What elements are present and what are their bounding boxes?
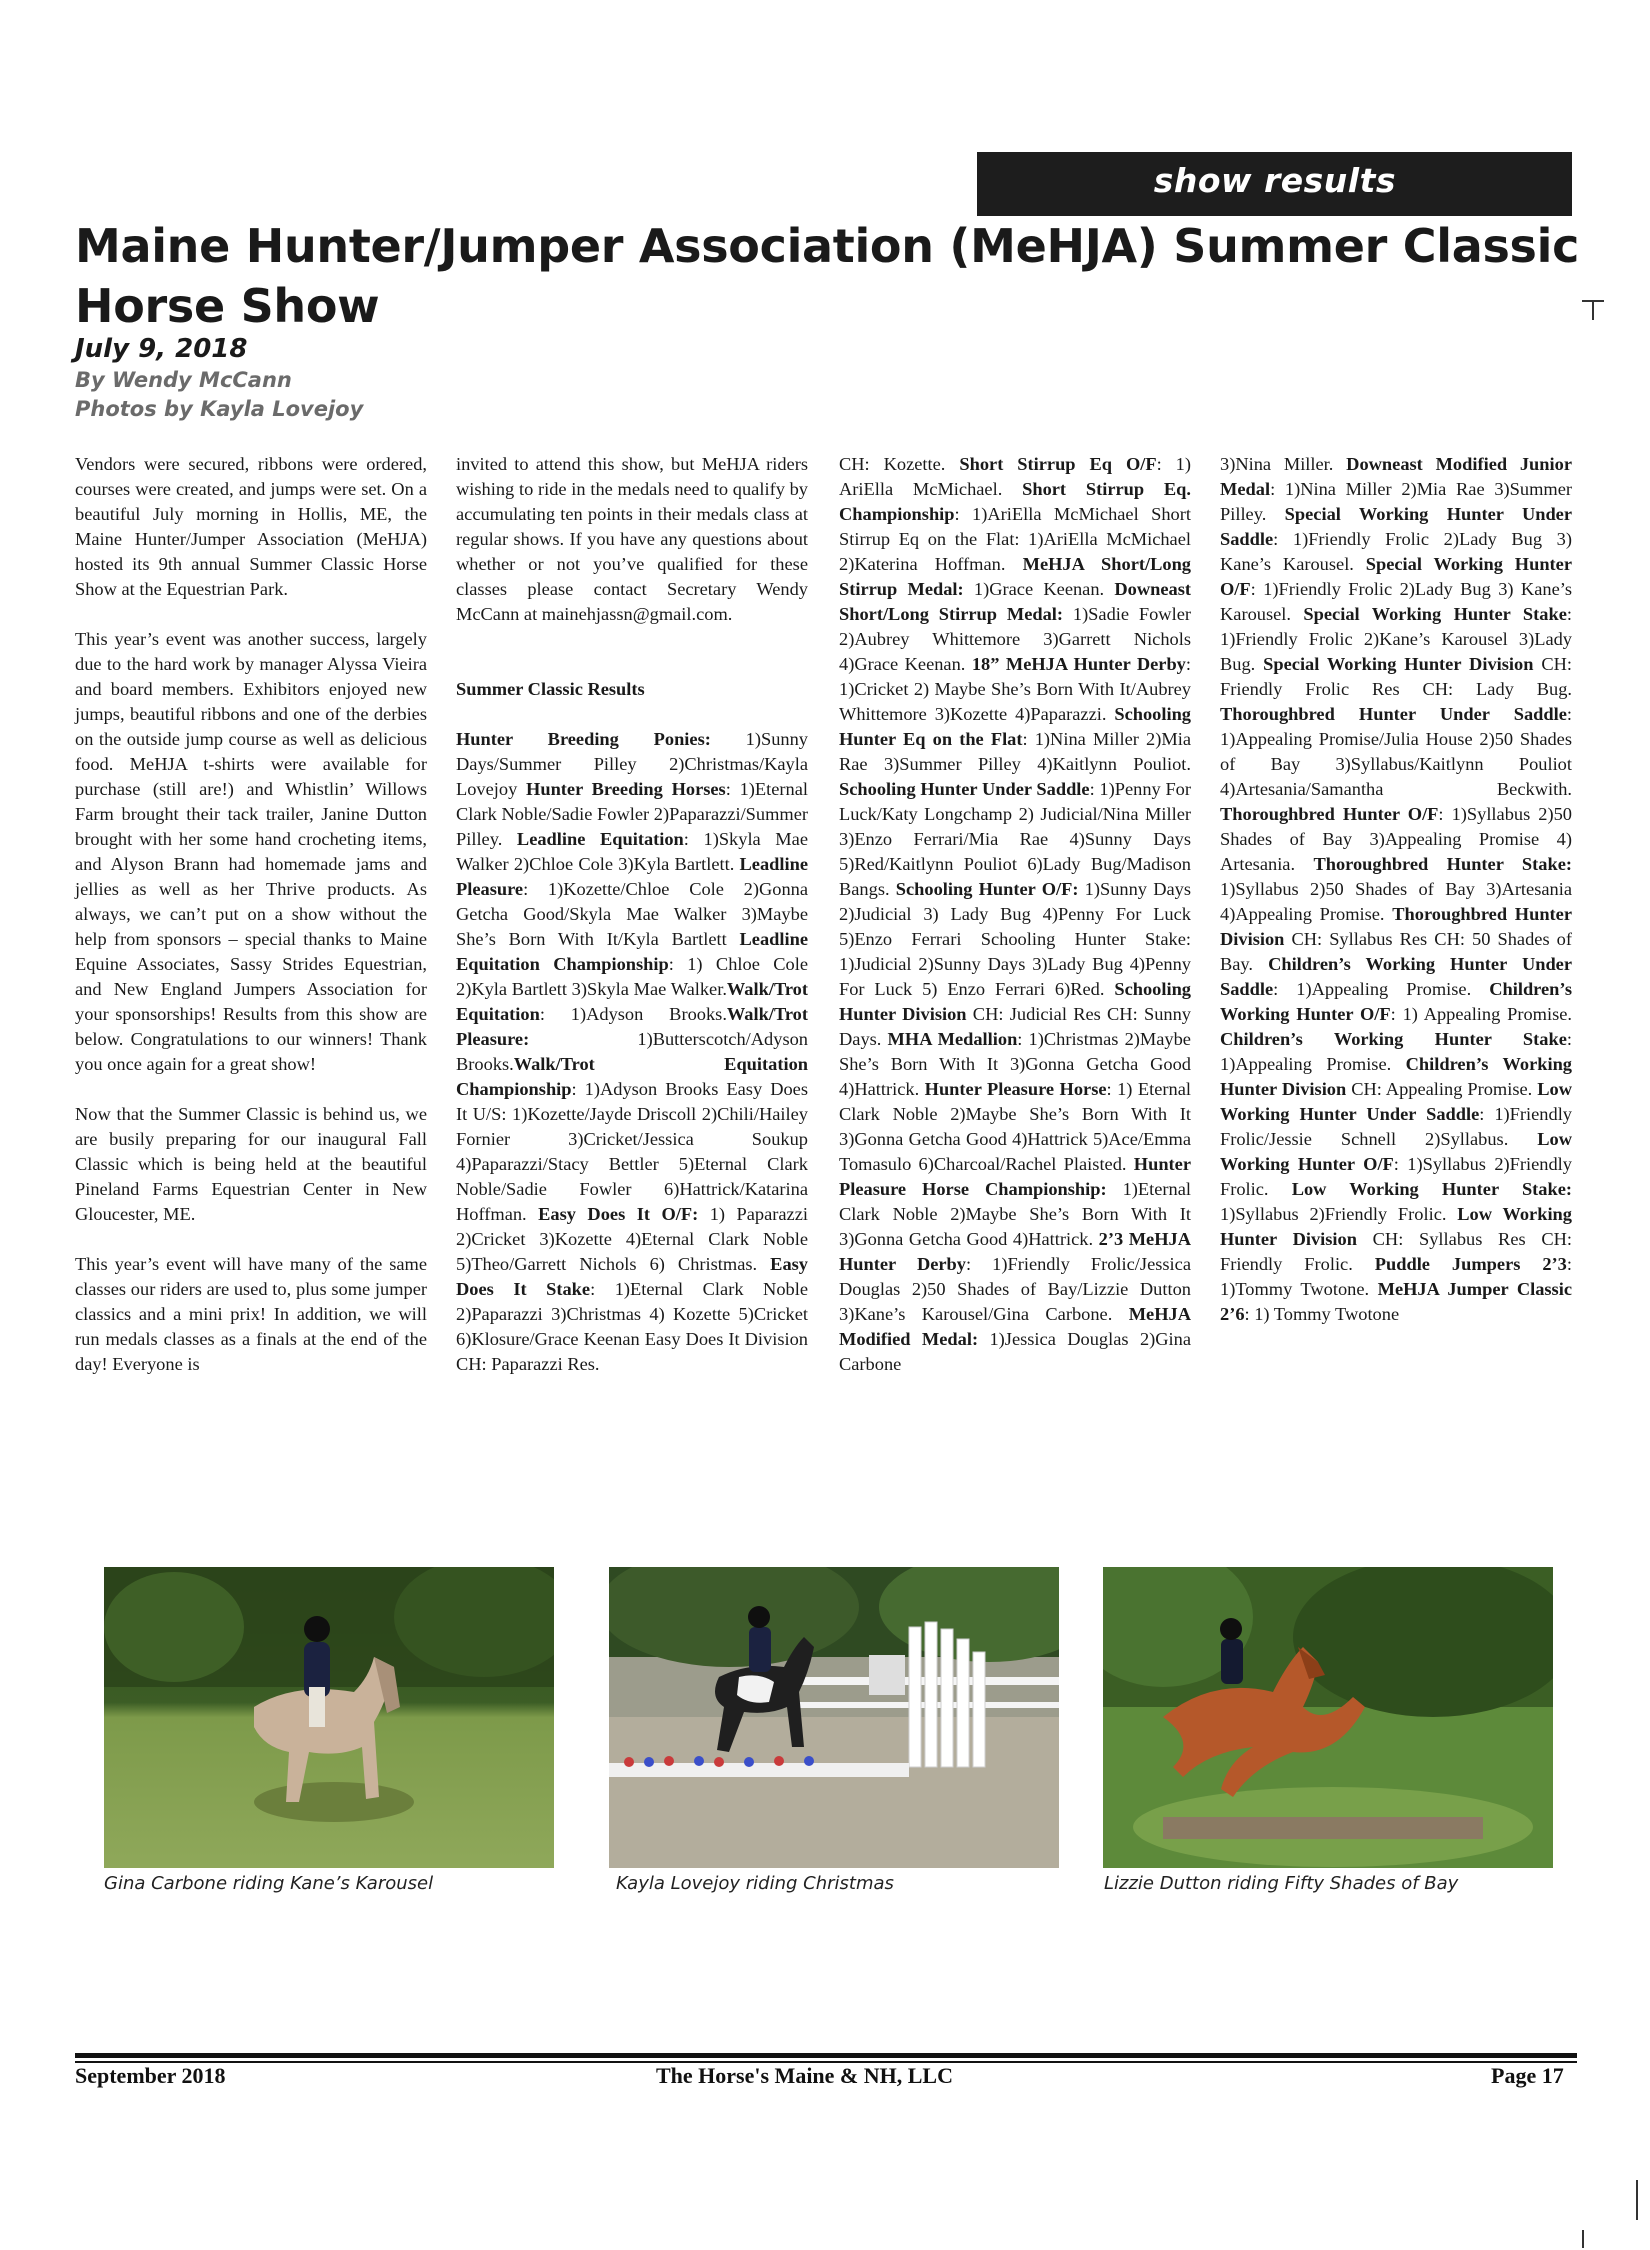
result-placings: : 1)Syllabus 2)Friendly Frolic. xyxy=(1220,1154,1572,1199)
photo-caption: Kayla Lovejoy riding Christmas xyxy=(616,1873,894,1894)
result-placings: : 1)Friendly Frolic 2)Kane’s Karousel 3)Lady Bug. xyxy=(1220,604,1572,674)
photo-horse-rider-roan xyxy=(104,1567,554,1868)
article-title: Maine Hunter/Jumper Association (MeHJA) Summer Classic Horse Show xyxy=(75,219,1580,333)
result-class-label: Hunter Breeding Ponies: xyxy=(456,729,711,749)
result-placings: 1)Eternal Clark Noble 2)Maybe She’s Born With It 3)Gonna Getcha Good 4)Hattrick. xyxy=(839,1179,1192,1249)
result-placings: : 1)Skyla Mae Walker 2)Chloe Cole 3)Kyla Bartlett. xyxy=(456,829,808,874)
result-class-label: MeHJA Modified Medal: xyxy=(839,1304,1191,1349)
result-placings: CH: Syllabus Res CH: 50 Shades of Bay. xyxy=(1220,929,1572,974)
result-placings: : 1)Nina Miller 2)Mia Rae 3)Summer Pilley. xyxy=(1220,479,1572,524)
result-class-label: Downeast Modified Junior Medal xyxy=(1220,454,1572,499)
paragraph: This year’s event was another success, largely due to the hard work by manager Alyssa Vieira and board members. Exhibitors enjoyed new jumps, beautiful ribbons and one of the derbies on the outside jump course as well as delicious food. MeHJA t-shirts were available for purchase (still are!) and Whistlin’ Willows Farm brought their tack trailer, Janine Dutton brought with her some hand crocheting items, and Alyson Brann had homemade jams and jellies as well as her Thrive products. As always, we can’t put on a show without the help from sponsors – special thanks to Maine Equine Associates, Sassy Strides Equestrian, and New England Jumpers Association for your sponsorships! Results from this show are below. Congratulations to our winners! Thank you once again for a great show! xyxy=(75,629,427,1074)
footer-publication: The Horse's Maine & NH, LLC xyxy=(656,2063,953,2088)
result-placings: 1)Sunny Days/Summer Pilley 2)Christmas/Kayla Lovejoy xyxy=(456,729,808,799)
result-placings: 1)Butterscotch/Adyson Brooks. xyxy=(456,1029,808,1074)
result-placings: 3)Nina Miller. xyxy=(1220,454,1347,474)
result-class-label: Thoroughbred Hunter Division xyxy=(1220,904,1572,949)
footer-rule xyxy=(75,2053,1577,2058)
result-class-label: 18” MeHJA Hunter Derby xyxy=(971,654,1186,674)
result-class-label: Low Working Hunter Division xyxy=(1220,1204,1572,1249)
result-class-label: Easy Does It Stake xyxy=(456,1254,808,1299)
result-class-label: Puddle Jumpers 2’3 xyxy=(1374,1254,1567,1274)
photo-horse-rider-chestnut-jump xyxy=(1103,1567,1553,1868)
result-placings: : 1)Kozette/Chloe Cole 2)Gonna Getcha Good/Skyla Mae Walker 3)Maybe She’s Born With It/Kyla Bartlett xyxy=(456,879,808,949)
result-class-label: Children’s Working Hunter Division xyxy=(1220,1054,1572,1099)
result-class-label: Children’s Working Hunter Under Saddle xyxy=(1220,954,1573,999)
results-block xyxy=(1220,452,1572,1327)
result-class-label: Special Working Hunter Stake xyxy=(1303,604,1567,624)
result-placings: : 1)Syllabus 2)50 Shades of Bay 3)Appealing Promise 4) Artesania. xyxy=(1220,804,1572,874)
crop-mark-top xyxy=(1582,300,1604,322)
result-class-label: Low Working Hunter Stake: xyxy=(1291,1179,1573,1199)
result-class-label: Leadline Pleasure xyxy=(456,854,808,899)
result-class-label: MeHJA Jumper Classic 2’6 xyxy=(1220,1279,1572,1324)
result-class-label: Leadline Equitation xyxy=(516,829,684,849)
result-class-label: Downeast Short/Long Stirrup Medal: xyxy=(839,579,1191,624)
result-placings: 1)Sunny Days 2)Judicial 3) Lady Bug 4)Penny For Luck 5)Enzo Ferrari Schooling Hunter Stake: 1)Judicial 2)Sunny Days 3)Lady Bug 4)Penny For Luck 5) Enzo Ferrari 6)Red. xyxy=(839,879,1191,999)
result-placings: CH: Syllabus Res CH: Friendly Frolic. xyxy=(1220,1229,1572,1274)
result-class-label: Low Working Hunter O/F xyxy=(1220,1129,1572,1174)
footer-issue-date: September 2018 xyxy=(75,2063,226,2088)
result-class-label: Walk/Trot Equitation Championship xyxy=(456,1054,808,1099)
paragraph: invited to attend this show, but MeHJA riders wishing to ride in the medals need to qualify by accumulating ten points in their medals class at regular shows. If you have any questions about whether or not you’ve qualified for these classes please contact Secretary Wendy McCann at mainehjassn@gmail.com. xyxy=(456,454,808,624)
result-class-label: MeHJA Short/Long Stirrup Medal: xyxy=(839,554,1191,599)
result-placings: CH: Kozette. xyxy=(839,454,960,474)
result-placings: : 1)Friendly Frolic/Jessica Douglas 2)50 Shades of Bay/Lizzie Dutton 3)Kane’s Karousel/Gina Carbone. xyxy=(839,1254,1191,1324)
result-placings: : 1) AriElla McMichael. xyxy=(839,454,1191,499)
result-class-label: Short Stirrup Eq. Championship xyxy=(839,479,1191,524)
result-placings: 1)Jessica Douglas 2)Gina Carbone xyxy=(839,1329,1192,1374)
result-class-label: Special Working Hunter Under Saddle xyxy=(1220,504,1573,549)
article-column-4 xyxy=(1220,452,1572,1327)
result-placings: : 1)Eternal Clark Noble/Sadie Fowler 2)Paparazzi/Summer Pilley. xyxy=(456,779,808,849)
result-class-label: Short Stirrup Eq O/F xyxy=(959,454,1157,474)
article-date: July 9, 2018 xyxy=(75,334,248,364)
result-class-label: Special Working Hunter Division xyxy=(1263,654,1534,674)
section-banner-label: show results xyxy=(1153,161,1396,200)
photo-caption: Gina Carbone riding Kane’s Karousel xyxy=(104,1873,434,1894)
result-placings: CH: Friendly Frolic Res CH: Lady Bug. xyxy=(1220,654,1572,699)
result-class-label: Leadline Equitation Championship xyxy=(456,929,808,974)
byline-photos: Photos by Kayla Lovejoy xyxy=(75,397,364,421)
result-placings: 1)Grace Keenan. xyxy=(963,579,1115,599)
result-placings: : 1)Christmas 2)Maybe She’s Born With It 3)Gonna Getcha Good 4)Hattrick. xyxy=(839,1029,1191,1099)
result-class-label: Hunter Pleasure Horse xyxy=(924,1079,1107,1099)
result-placings: : 1)Penny For Luck/Katy Longchamp 2) Judicial/Nina Miller 3)Enzo Ferrari/Mia Rae 4)Sunny Days 5)Red/Kaitlynn Pouliot 6)Lady Bug/Madison Bangs. xyxy=(839,779,1191,899)
result-placings: : 1)Tommy Twotone. xyxy=(1220,1254,1572,1299)
result-class-label: Thoroughbred Hunter O/F xyxy=(1220,804,1439,824)
result-placings: 1)Syllabus 2)Friendly Frolic. xyxy=(1220,1204,1458,1224)
result-placings: CH: Appealing Promise. xyxy=(1346,1079,1538,1099)
result-class-label: Walk/Trot Equitation xyxy=(456,979,808,1024)
result-class-label: 2’3 MeHJA Hunter Derby xyxy=(839,1229,1191,1274)
result-placings: CH: Judicial Res CH: Sunny Days. xyxy=(839,1004,1191,1049)
result-class-label: Schooling Hunter O/F: xyxy=(895,879,1079,899)
section-banner xyxy=(977,152,1572,216)
result-class-label: Children’s Working Hunter Stake xyxy=(1220,1029,1567,1049)
result-class-label: Schooling Hunter Eq on the Flat xyxy=(839,704,1191,749)
result-class-label: Schooling Hunter Division xyxy=(839,979,1191,1024)
paragraph: This year’s event will have many of the same classes our riders are used to, plus some jumper classics and a mini prix! In addition, we will run medals classes as a finals at the end of the day! Everyone is xyxy=(75,1254,427,1374)
result-placings: : 1)Eternal Clark Noble 2)Paparazzi 3)Christmas 4) Kozette 5)Cricket 6)Klosure/Grace Keenan Easy Does It Division CH: Paparazzi Res. xyxy=(456,1279,808,1374)
footer-page-number: Page 17 xyxy=(1491,2063,1564,2088)
result-class-label: Walk/Trot Pleasure: xyxy=(456,1004,808,1049)
result-placings: : 1)AriElla McMichael Short Stirrup Eq on the Flat: 1)AriElla McMichael 2)Katerina Hoffman. xyxy=(839,504,1191,574)
photo-caption: Lizzie Dutton riding Fifty Shades of Bay xyxy=(1104,1873,1459,1894)
article-column-2 xyxy=(456,452,808,1377)
result-placings: : 1)Friendly Frolic/Jessie Schnell 2)Syllabus. xyxy=(1220,1104,1572,1149)
result-placings: 1)Syllabus 2)50 Shades of Bay 3)Artesania 4)Appealing Promise. xyxy=(1220,879,1572,924)
result-placings: : 1)Appealing Promise/Julia House 2)50 Shades of Bay 3)Syllabus/Kaitlynn Pouliot 4)Artesania/Samantha Beckwith. xyxy=(1220,704,1572,799)
result-placings: : 1)Friendly Frolic 2)Lady Bug 3) Kane’s Karousel. xyxy=(1220,529,1572,574)
result-class-label: Low Working Hunter Under Saddle xyxy=(1220,1079,1572,1124)
result-placings: : 1) Eternal Clark Noble 2)Maybe She’s Born With It 3)Gonna Getcha Good 4)Hattrick 5)Ace/Emma Tomasulo 6)Charcoal/Rachel Plaisted. xyxy=(839,1079,1191,1174)
result-class-label: Hunter Pleasure Horse Championship: xyxy=(839,1154,1191,1199)
result-placings: : 1) Tommy Twotone xyxy=(1244,1304,1400,1324)
crop-mark-bottom xyxy=(1582,2230,1584,2248)
results-heading: Summer Classic Results xyxy=(456,679,645,699)
result-placings: : 1)Cricket 2) Maybe She’s Born With It/Aubrey Whittemore 3)Kozette 4)Paparazzi. xyxy=(839,654,1192,724)
result-class-label: Easy Does It O/F: xyxy=(538,1204,699,1224)
result-placings: : 1)Adyson Brooks. xyxy=(539,1004,727,1024)
result-class-label: Thoroughbred Hunter Under Saddle xyxy=(1220,704,1567,724)
result-class-label: MHA Medallion xyxy=(887,1029,1018,1049)
results-block xyxy=(839,452,1191,1377)
result-class-label: Children’s Working Hunter O/F xyxy=(1220,979,1572,1024)
result-placings: : 1)Appealing Promise. xyxy=(1220,1029,1572,1074)
result-placings: 1)Sadie Fowler 2)Aubrey Whittemore 3)Garrett Nichols 4)Grace Keenan. xyxy=(839,604,1191,674)
paragraph: Vendors were secured, ribbons were ordered, courses were created, and jumps were set. On a beautiful July morning in Hollis, ME, the Maine Hunter/Jumper Association (MeHJA) hosted its 9th annual Summer Classic Horse Show at the Equestrian Park. xyxy=(75,454,427,599)
byline-author: By Wendy McCann xyxy=(75,368,292,392)
result-placings: : 1) Appealing Promise. xyxy=(1390,1004,1572,1024)
result-placings: : 1)Adyson Brooks Easy Does It U/S: 1)Kozette/Jayde Driscoll 2)Chili/Hailey Fornier 3)Cricket/Jessica Soukup 4)Paparazzi/Stacy Bettler 5)Eternal Clark Noble/Sadie Fowler 6)Hattrick/Katarina Hoffman. xyxy=(456,1079,808,1224)
results-block xyxy=(456,727,808,1377)
result-placings: : 1)Nina Miller 2)Mia Rae 3)Summer Pilley 4)Kaitlynn Pouliot. xyxy=(839,729,1191,774)
article-column-3 xyxy=(839,452,1191,1377)
article-column-1 xyxy=(75,452,427,1377)
result-class-label: Schooling Hunter Under Saddle xyxy=(839,779,1090,799)
result-placings: : 1) Chloe Cole 2)Kyla Bartlett 3)Skyla Mae Walker. xyxy=(456,954,808,999)
result-placings: : 1)Friendly Frolic 2)Lady Bug 3) Kane’s Karousel. xyxy=(1220,579,1572,624)
result-class-label: Special Working Hunter O/F xyxy=(1220,554,1573,599)
photo-horse-rider-jump-pinto xyxy=(609,1567,1059,1868)
result-placings: 1) Paparazzi 2)Cricket 3)Kozette 4)Eternal Clark Noble 5)Theo/Garrett Nichols 6) Christmas. xyxy=(456,1204,808,1274)
result-class-label: Thoroughbred Hunter Stake: xyxy=(1313,854,1572,874)
result-placings: : 1)Appealing Promise. xyxy=(1273,979,1490,999)
paragraph: Now that the Summer Classic is behind us, we are busily preparing for our inaugural Fall Classic which is being held at the beautiful Pineland Farms Equestrian Center in New Gloucester, ME. xyxy=(75,1104,427,1224)
crop-mark-right xyxy=(1636,2180,1638,2220)
result-class-label: Hunter Breeding Horses xyxy=(526,779,726,799)
